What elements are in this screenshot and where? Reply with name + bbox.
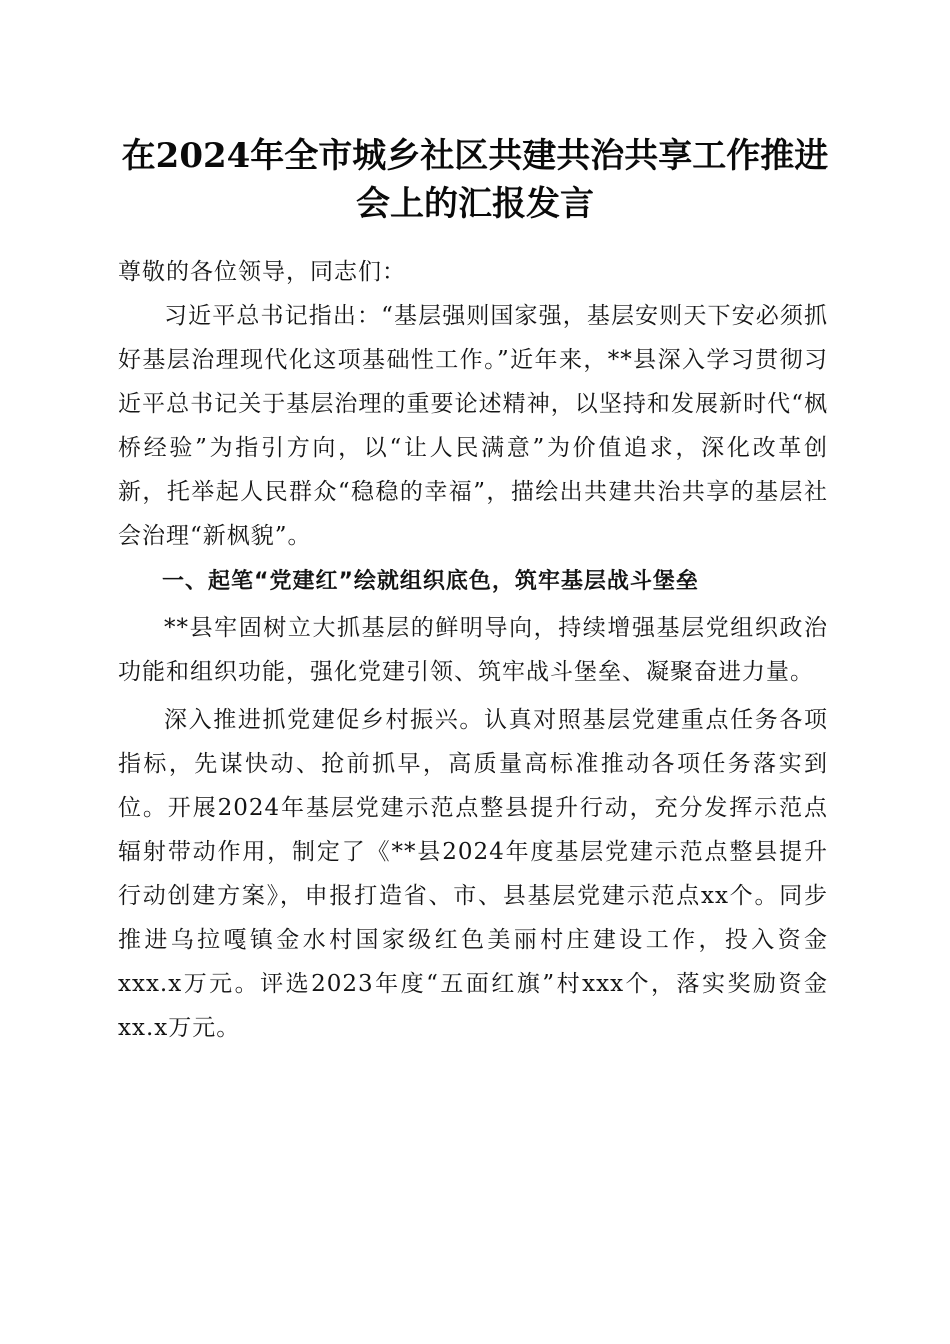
greeting: 尊敬的各位领导，同志们： [118, 259, 406, 285]
document-title: 在2024年全市城乡社区共建共治共享工作推进会上的汇报发言 [121, 136, 829, 224]
section-heading-1: 一、起笔“党建红”绘就组织底色，筑牢基层战斗堡垒 [162, 569, 699, 594]
section1-paragraph-2: 深入推进抓党建促乡村振兴。认真对照基层党建重点任务各项指标，先谋快动、抢前抓早，高质量高标准推动各项任务落实到位。开展2024年基层党建示范点整县提升行动，充分发挥示范点辐射带动作用，制定了《**县2024年度基层党建示范点整县提升行动创建方案》，申报打造省、市、县基层党建示范点xx个。同步推进乌拉嘎镇金水村国家级红色美丽村庄建设工作，投入资金xxx.x万元。评选2023年度“五面红旗”村xxx个，落实奖励资金xx.x万元。 [118, 707, 828, 1041]
section1-paragraph-1: **县牢固树立大抓基层的鲜明导向，持续增强基层党组织政治功能和组织功能，强化党建引领、筑牢战斗堡垒、凝聚奋进力量。 [118, 615, 828, 685]
intro-paragraph: 习近平总书记指出：“基层强则国家强，基层安则天下安必须抓好基层治理现代化这项基础性工作。”近年来，**县深入学习贯彻习近平总书记关于基层治理的重要论述精神，以坚持和发展新时代“枫桥经验”为指引方向，以“让人民满意”为价值追求，深化改革创新，托举起人民群众“稳稳的幸福”，描绘出共建共治共享的基层社会治理“新枫貌”。 [118, 303, 828, 549]
document-body [118, 250, 828, 1050]
